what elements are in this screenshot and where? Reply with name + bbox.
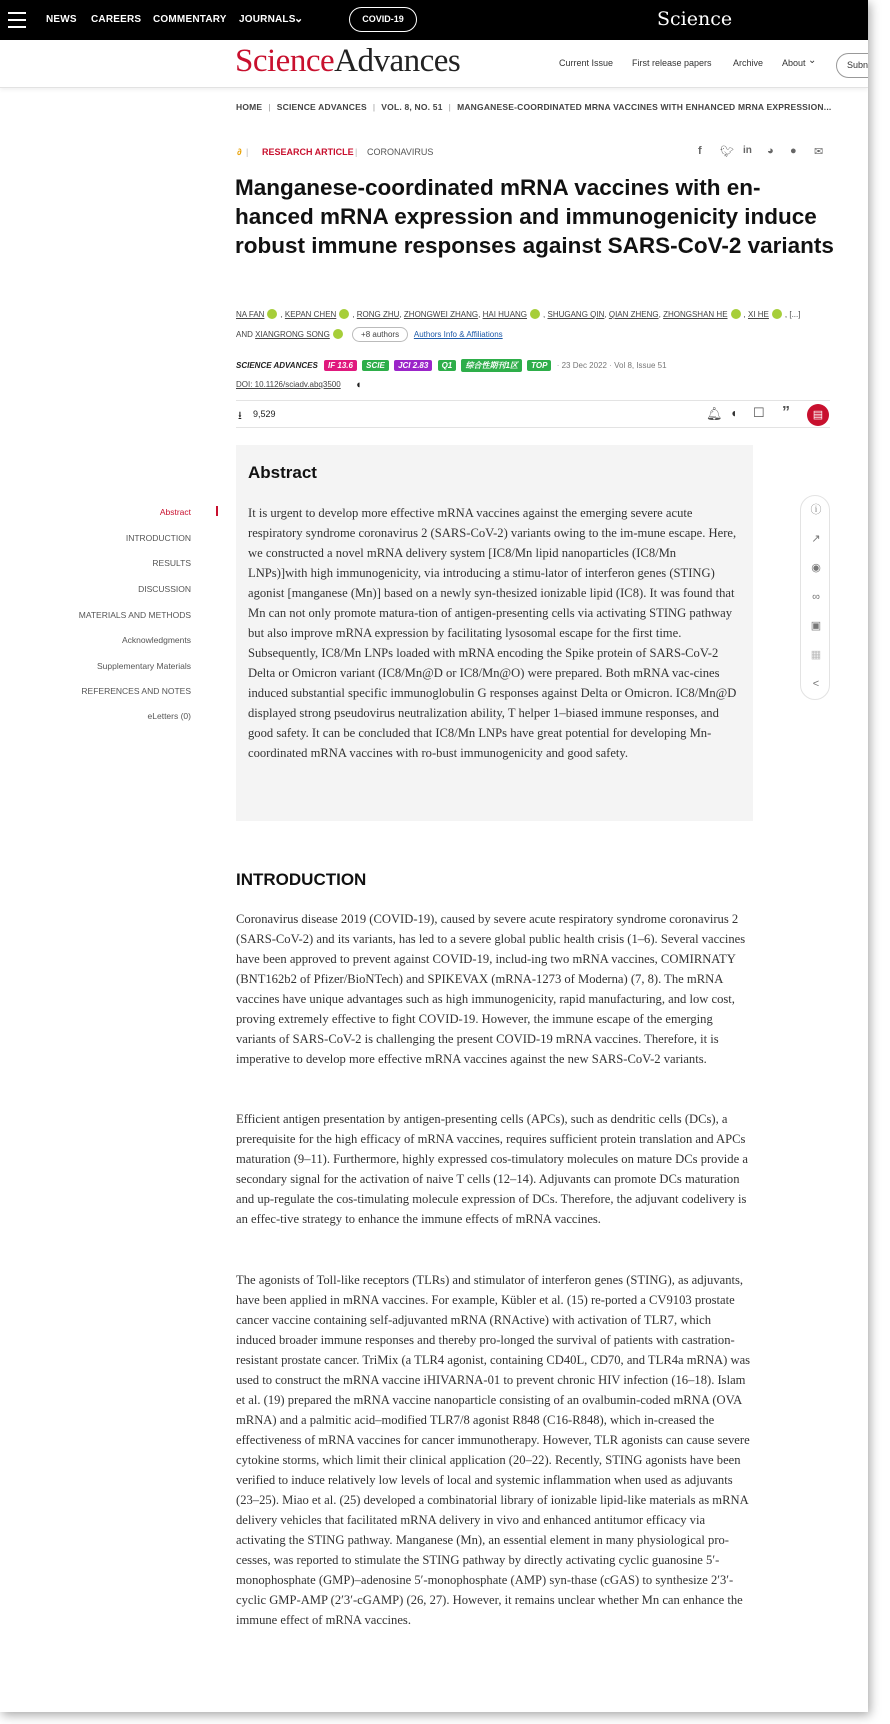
download-count: 9,529 <box>253 409 276 419</box>
nav-news[interactable]: NEWS <box>46 14 77 25</box>
subscribe-button[interactable]: Subn <box>836 53 868 78</box>
and-label: AND <box>236 330 253 339</box>
orcid-icon[interactable] <box>339 309 349 319</box>
orcid-icon[interactable] <box>772 309 782 319</box>
orcid-icon[interactable] <box>530 309 540 319</box>
quartile-badge: Q1 <box>438 360 457 371</box>
abstract-text: It is urgent to develop more effective mRNA vaccines against the emerging severe acute respiratory syndrome coronavirus 2 (SARS-CoV-2) variants owing to the im-mune escape. Here, we constructed a novel mRNA delivery system [IC8/Mn lipid nanoparticles (IC8/Mn LNPs)]with high immunogenicity, via introducing a stimu-lator of interferon genes (STING) agonist [manganese (Mn)] based on a newly syn-thesized ionizable lipid (IC8). It was found that Mn can not only promote matura-tion of antigen-presenting cells via activating STING pathway but also improve mRNA expression by facilitating lysosomal escape for the first time. Subsequently, IC8/Mn LNPs loaded with mRNA encoding the Spike protein of SARS-CoV-2 Delta or Omicron variant (IC8/Mn@D or IC8/Mn@O) were prepared. Both mRNA vac-cines induced substantial specific immunoglobulin G responses against Delta or Omicron. IC8/Mn@D displayed strong pseudovirus neutralization ability, T helper 1–biased immune responses, and good safety. It can be concluded that IC8/Mn LNPs have great potential for developing Mn-coordinated mRNA vaccines with ro-bust immunogenicity and good safety. <box>248 506 737 760</box>
author-link[interactable]: QIAN ZHENG <box>608 310 659 319</box>
toc-abstract[interactable]: Abstract <box>159 507 191 517</box>
toc-materials-methods[interactable]: MATERIALS AND METHODS <box>78 610 191 620</box>
article-subject[interactable]: CORONAVIRUS <box>367 147 434 157</box>
more-authors-button[interactable]: +8 authors <box>352 327 408 342</box>
orcid-icon[interactable] <box>333 329 343 339</box>
authors-info-link[interactable]: Authors Info & Affiliations <box>413 330 503 339</box>
author-link[interactable]: ZHONGWEI ZHANG <box>403 310 479 319</box>
toc-references[interactable]: REFERENCES AND NOTES <box>81 686 191 696</box>
publication-meta: SCIENCE ADVANCES IF 13.6 SCIE JCI 2.83 Q1 综合性期刊1区 TOP · 23 Dec 2022 · Vol 8, Issue 51 <box>236 361 667 370</box>
author-link[interactable]: KEPAN CHEN <box>284 310 337 319</box>
volume-issue[interactable]: Vol 8, Issue 51 <box>614 361 667 370</box>
share-icon[interactable]: < <box>812 678 820 690</box>
global-nav-bar <box>0 0 868 40</box>
toc-discussion[interactable]: DISCUSSION <box>138 584 191 594</box>
breadcrumb: HOME | SCIENCE ADVANCES | VOL. 8, NO. 51 | MANGANESE-COORDINATED MRNA VACCINES WITH ENHANCED MRNA EXPRESSION... <box>236 102 832 112</box>
reddit-icon[interactable]: ◕ <box>767 145 774 157</box>
open-access-icon: ∂ <box>237 147 242 157</box>
view-eye-icon[interactable]: ◉ <box>811 562 821 574</box>
author-link[interactable]: RONG ZHU <box>356 310 400 319</box>
side-tools-rail <box>800 495 830 700</box>
orcid-icon[interactable] <box>267 309 277 319</box>
toc-active-indicator <box>216 506 218 516</box>
nav-first-release-papers[interactable]: First release papers <box>632 58 712 68</box>
nav-journals[interactable]: JOURNALS <box>239 14 296 25</box>
hamburger-menu-icon[interactable] <box>8 12 26 28</box>
author-link[interactable]: NA FAN <box>236 310 265 319</box>
nav-about[interactable]: About <box>782 58 806 68</box>
pdf-icon[interactable]: ▤ <box>807 404 829 426</box>
category-badge: 综合性期刊1区 <box>461 359 521 372</box>
metrics-trend-icon[interactable]: ↗ <box>811 533 821 545</box>
link-icon[interactable]: ∞ <box>812 591 820 603</box>
publish-date: 23 Dec 2022 <box>561 361 607 370</box>
science-logo[interactable]: Science <box>657 8 733 30</box>
email-icon[interactable]: ✉ <box>814 146 824 158</box>
download-icon: ⭳ <box>238 410 242 422</box>
chevron-down-icon[interactable]: ⌄ <box>808 55 817 66</box>
author-link[interactable]: ZHONGSHAN HE <box>663 310 728 319</box>
introduction-heading: INTRODUCTION <box>236 870 367 889</box>
twitter-icon[interactable]: 🐦︎ <box>720 146 734 158</box>
doi-link[interactable]: DOI: 10.1126/sciadv.abq3500 <box>236 380 341 389</box>
breadcrumb-journal[interactable]: SCIENCE ADVANCES <box>276 102 367 112</box>
covid-19-button[interactable]: COVID-19 <box>349 7 417 32</box>
breadcrumb-article: MANGANESE-COORDINATED MRNA VACCINES WITH ENHANCED MRNA EXPRESSION... <box>457 102 832 112</box>
wechat-icon[interactable]: ● <box>790 145 797 157</box>
cite-icon[interactable]: ” <box>782 404 790 421</box>
divider: | <box>355 147 358 157</box>
intro-paragraph-2: Efficient antigen presentation by antigen-presenting cells (APCs), such as dendritic cells (DCs), a prerequisite for the high efficacy of mRNA vaccines, requires sufficient protein translation and APCs maturation (9–11). Furthermore, highly expressed cos-timulatory molecules on mature DCs provide a secondary signal for the activation of naive T cells (12–14). Adjuvants can promote DCs maturation and up-regulate the cos-timulating molecule expression of DCs. Therefore, the adjuvant codelivery is an effec-tive strategy to enhance the immune effects of mRNA vaccines. <box>236 1112 748 1226</box>
toc-supplementary[interactable]: Supplementary Materials <box>96 661 191 671</box>
orcid-icon[interactable] <box>731 309 741 319</box>
toc-acknowledgments[interactable]: Acknowledgments <box>122 635 191 645</box>
altmetric-icon[interactable]: ◖ <box>730 406 738 420</box>
article-toolbar <box>236 400 830 428</box>
author-list: NA FAN , KEPAN CHEN , RONG ZHU, ZHONGWEI ZHANG, HAI HUANG , SHUGANG QIN, QIAN ZHENG, ZHONGSHAN HE , XI HE , [...] <box>236 310 801 319</box>
jci-badge: JCI 2.83 <box>394 360 432 371</box>
scie-badge: SCIE <box>362 360 389 371</box>
impact-factor-badge: IF 13.6 <box>324 360 357 371</box>
nav-archive[interactable]: Archive <box>733 58 764 68</box>
more-authors-ellipsis[interactable]: [...] <box>789 310 801 319</box>
author-link[interactable]: XIANGRONG SONG <box>255 330 330 339</box>
chevron-down-icon[interactable]: ⌄ <box>294 13 304 25</box>
intro-paragraph-3: The agonists of Toll-like receptors (TLRs) and stimulator of interferon genes (STING), as adjuvants, have been applied in mRNA vaccines. For example, Kübler et al. (15) re-ported a CV9103 prostate cancer vaccine containing self-adjuvanted mRNA (RNActive) with activation of TLR7, which induced broader immune responses and thereby pro-longed the survival of patients with castration-resistant prostate cancer. TriMix (a TLR4 agonist, containing CD40L, CD70, and TLR4a mRNA) was used to construct the mRNA vaccine iHIVARNA-01 to prevent chronic HIV infection (16–18). Islam et al. (19) prepared the mRNA vaccine nanoparticle consisting of an ovalbumin-coded mRNA (OVA mRNA) and a palmitic acid–modified TLR7/8 agonist R848 (C16-R848), which in-creased the effectiveness of mRNA vaccines for cancer immunotherapy. However, TLR agonists can cause severe cytokine storms, which limit their clinical application (20–22). Recently, STING agonists have been verified to induce relatively low levels of local and systemic inflammation when used as adjuvants (23–25). Miao et al. (25) developed a combinatorial library of ionizable lipid-like materials as mRNA delivery vehicles that facilitated mRNA delivery in vivo and enhanced antitumor efficacy via activating the STING pathway. Manganese (Mn), an essential element in many physiological pro-cesses, was reported to stimulate the STING pathway by directly activating cyclic guanosine 5′-monophosphate (GMP)–adenosine 5′-monophosphate (AMP) syn-thase (cGAS) to synthesize 2′3′-cyclic GMP-AMP (2′3′-cGAMP) (26, 27). However, it remains unclear whether Mn can enhance the immune effect of mRNA vaccines. <box>236 1273 751 1627</box>
bookmark-icon[interactable]: ☐ <box>753 405 765 420</box>
abstract-section <box>236 445 753 821</box>
nav-current-issue[interactable]: Current Issue <box>559 58 614 68</box>
article-title: Manganese-coordinated mRNA vaccines with en-hanced mRNA expression and immunogenicity induce robust immune responses against SARS-CoV-2 variants <box>235 175 834 258</box>
facebook-icon[interactable]: f <box>698 145 702 157</box>
journal-masthead <box>0 40 868 88</box>
toc-results[interactable]: RESULTS <box>152 558 191 568</box>
author-link[interactable]: SHUGANG QIN <box>547 310 605 319</box>
divider: | <box>246 147 249 157</box>
nav-commentary[interactable]: COMMENTARY <box>153 14 227 25</box>
author-list-end <box>236 327 503 342</box>
altmetric-icon[interactable]: ◖ <box>355 379 362 391</box>
breadcrumb-home[interactable]: HOME <box>236 102 263 112</box>
article-type: RESEARCH ARTICLE <box>262 147 354 157</box>
alert-bell-icon[interactable]: 🔔︎ <box>706 406 723 421</box>
journal-name: SCIENCE ADVANCES <box>236 361 318 370</box>
tables-icon[interactable]: ▦ <box>810 649 822 661</box>
top-badge: TOP <box>527 360 551 371</box>
science-advances-logo[interactable]: ScienceAdvances <box>235 43 461 79</box>
nav-careers[interactable]: CAREERS <box>91 14 142 25</box>
intro-paragraph-1: Coronavirus disease 2019 (COVID-19), caused by severe acute respiratory syndrome coronavirus 2 (SARS-CoV-2) and its variants, has led to a severe global public health crisis (1–6). Several vaccines have been approved to prevent against COVID-19, includ-ing two mRNA vaccines, COMIRNATY (BNT162b2 of Pfizer/BioNTech) and SPIKEVAX (mRNA-1273 of Moderna) (7, 8). The mRNA vaccines have unique advantages such as high immunogenicity, rapid manufacturing, and low cost, proving extremely effective to fight COVID-19. However, the immune escape of the emerging variants of SARS-CoV-2 is challenging the present COVID-19 mRNA vaccines. Therefore, it is imperative to develop more effective mRNA vaccines against the new SARS-CoV-2 variants. <box>236 912 746 1066</box>
toc-eletters[interactable]: eLetters (0) <box>147 711 191 721</box>
author-link[interactable]: HAI HUANG <box>482 310 528 319</box>
figures-image-icon[interactable]: ▣ <box>810 620 822 632</box>
author-link[interactable]: XI HE <box>747 310 769 319</box>
toc-introduction[interactable]: INTRODUCTION <box>125 533 191 543</box>
linkedin-icon[interactable]: in <box>743 145 752 156</box>
abstract-heading: Abstract <box>248 463 317 482</box>
info-icon[interactable]: ⓘ <box>810 504 822 516</box>
breadcrumb-issue[interactable]: VOL. 8, NO. 51 <box>381 102 443 112</box>
